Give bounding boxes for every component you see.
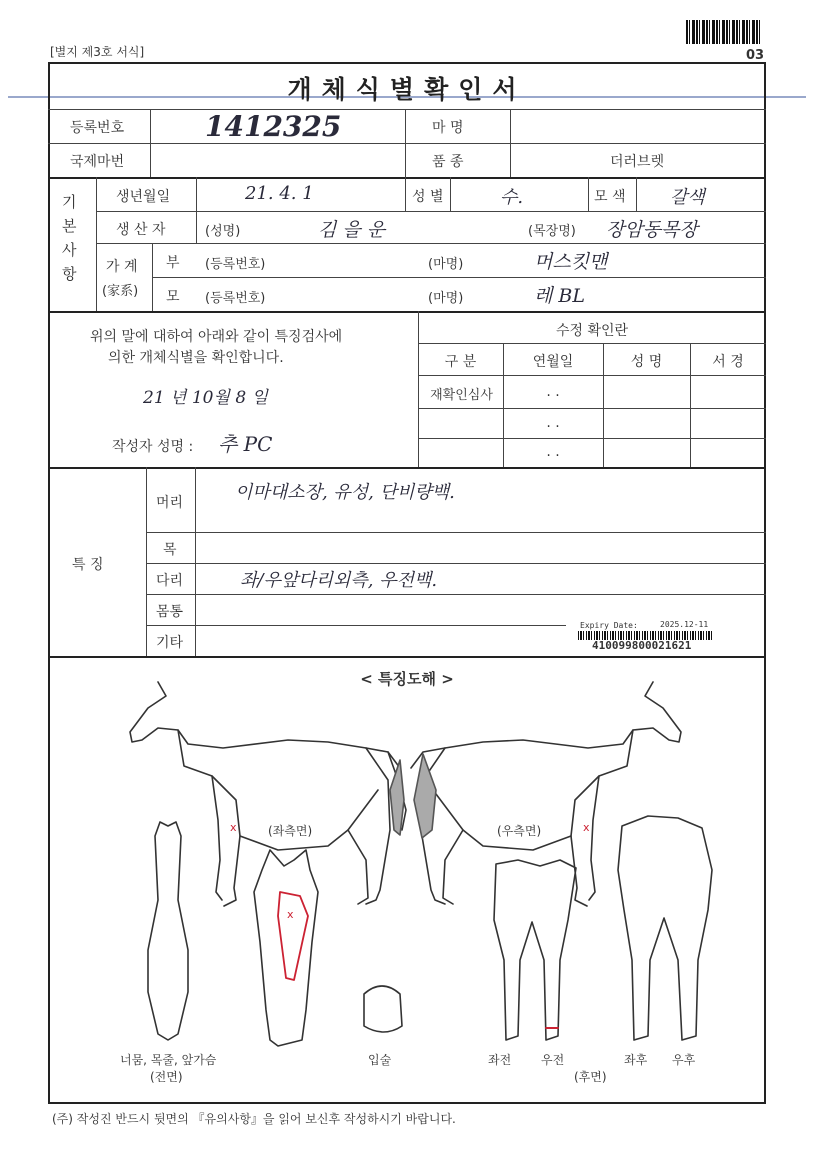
rule bbox=[96, 177, 97, 311]
rule bbox=[588, 177, 589, 211]
hind-right-caption: 우후 bbox=[672, 1053, 696, 1067]
revision-col-date: 연월일 bbox=[532, 354, 574, 370]
head-value: 이마대소장, 유성, 단비량백. bbox=[235, 482, 455, 503]
rule bbox=[48, 656, 766, 658]
revision-date-1: . . bbox=[546, 384, 560, 400]
confirm-date: 21 년 10월 8 일 bbox=[143, 388, 268, 408]
rule bbox=[418, 375, 766, 376]
confirm-statement-1: 위의 말에 대하여 아래와 같이 특징검사에 bbox=[90, 329, 343, 345]
left-side-caption: (좌측면) bbox=[268, 824, 313, 838]
neck-label: 목 bbox=[163, 542, 177, 558]
revision-date-3: . . bbox=[546, 444, 560, 460]
right-side-horse bbox=[411, 682, 681, 906]
svg-text:x: x bbox=[287, 908, 294, 921]
document-title: 개체식별확인서 bbox=[287, 75, 527, 104]
revision-date-2: . . bbox=[546, 415, 560, 431]
front-right-caption: 우전 bbox=[541, 1053, 565, 1067]
sire-label: 부 bbox=[166, 255, 180, 271]
breed-value: 더러브렛 bbox=[610, 154, 665, 170]
muzzle-caption: 입술 bbox=[368, 1053, 392, 1067]
expiry-label: Expiry Date: bbox=[580, 621, 638, 630]
right-side-caption: (우측면) bbox=[497, 824, 542, 838]
front-label: (전면) bbox=[150, 1070, 183, 1084]
rule bbox=[150, 109, 151, 177]
rule bbox=[146, 594, 766, 595]
author-value: 추 PC bbox=[218, 432, 273, 456]
breed-label: 품 종 bbox=[432, 154, 464, 170]
basic-section-label: 기본사항 bbox=[62, 193, 77, 283]
sex-value: 수. bbox=[500, 187, 524, 208]
sire-name-field: (마명) bbox=[428, 257, 464, 272]
neck-front-view bbox=[148, 822, 188, 1040]
producer-name-field: (성명) bbox=[205, 224, 241, 239]
muzzle-view bbox=[364, 986, 402, 1032]
rule bbox=[96, 211, 766, 212]
rule bbox=[405, 109, 406, 177]
rear-label: (후면) bbox=[574, 1070, 607, 1084]
front-caption: 너뭄, 목줄, 앞가슴 bbox=[120, 1053, 217, 1067]
revision-col-name: 성 명 bbox=[630, 354, 663, 370]
rear-view bbox=[618, 816, 712, 1040]
revision-title: 수정 확인란 bbox=[555, 323, 629, 339]
rule bbox=[48, 467, 766, 469]
producer-label: 생 산 자 bbox=[116, 222, 166, 238]
sex-label: 성 별 bbox=[412, 189, 444, 205]
rule bbox=[450, 177, 451, 211]
head-label: 머리 bbox=[156, 495, 184, 511]
rule bbox=[418, 438, 766, 439]
barcode-number: 410099800021621 bbox=[592, 639, 692, 652]
face-marking bbox=[278, 892, 308, 980]
revision-col-sign: 서 경 bbox=[712, 354, 744, 370]
leg-label: 다리 bbox=[156, 573, 184, 589]
dam-name-field: (마명) bbox=[428, 291, 464, 306]
face-front-view bbox=[254, 850, 318, 1046]
intl-no-label: 국제마번 bbox=[70, 154, 125, 170]
rule bbox=[418, 343, 766, 344]
producer-name: 김 을 운 bbox=[318, 219, 386, 241]
reg-no-label: 등록번호 bbox=[70, 120, 125, 136]
rule bbox=[96, 243, 766, 244]
rule bbox=[195, 467, 196, 656]
expiry-date: 2025.12-11 bbox=[660, 620, 709, 629]
features-section-label: 특 징 bbox=[72, 557, 104, 573]
rule bbox=[48, 109, 766, 110]
revision-row1-type: 재확인심사 bbox=[430, 388, 493, 403]
lineage-hanja: (家系) bbox=[102, 284, 139, 299]
form-label: [별지 제3호 서식] bbox=[50, 45, 145, 59]
svg-text:x: x bbox=[583, 821, 590, 834]
dam-label: 모 bbox=[166, 289, 180, 305]
header-barcode bbox=[686, 20, 762, 44]
rule bbox=[146, 532, 766, 533]
leg-value: 좌/우앞다리외측, 우전백. bbox=[240, 570, 438, 591]
hind-left-caption: 좌후 bbox=[624, 1053, 648, 1067]
rule bbox=[196, 177, 197, 243]
rule bbox=[48, 311, 766, 313]
other-label: 기타 bbox=[156, 635, 184, 651]
color-value: 갈색 bbox=[670, 187, 705, 208]
rule bbox=[152, 277, 766, 278]
dam-name: 레 BL bbox=[534, 285, 585, 307]
horse-name-label: 마 명 bbox=[432, 120, 464, 136]
dam-reg-field: (등록번호) bbox=[205, 291, 266, 306]
rule bbox=[146, 625, 566, 626]
sire-reg-field: (등록번호) bbox=[205, 257, 266, 272]
birth-label: 생년월일 bbox=[116, 189, 171, 205]
left-side-horse bbox=[130, 682, 406, 906]
rule bbox=[48, 143, 766, 144]
footer-note: (주) 작성진 반드시 뒷면의 『유의사항』을 읽어 보신후 작성하시기 바랍니다. bbox=[52, 1112, 456, 1126]
svg-text:x: x bbox=[230, 821, 237, 834]
rule bbox=[48, 177, 766, 179]
revision-col-type: 구 분 bbox=[444, 354, 477, 370]
farm-name: 장암동목장 bbox=[606, 219, 698, 241]
page-number: 03 bbox=[746, 48, 765, 63]
sire-name: 머스킷맨 bbox=[534, 251, 608, 273]
body-label: 몸통 bbox=[156, 604, 184, 620]
reg-no-value: 1412325 bbox=[205, 110, 342, 143]
diagram-title: < 특징도해 > bbox=[360, 670, 454, 688]
farm-field: (목장명) bbox=[528, 224, 576, 239]
rule bbox=[146, 563, 766, 564]
birth-value: 21. 4. 1 bbox=[245, 183, 314, 204]
left-tail bbox=[390, 760, 404, 835]
confirm-statement-2: 의한 개체식별을 확인합니다. bbox=[108, 350, 284, 366]
lineage-label: 가 계 bbox=[106, 259, 138, 275]
color-label: 모 색 bbox=[594, 189, 626, 205]
rule bbox=[510, 109, 511, 177]
rule bbox=[636, 177, 637, 211]
rule bbox=[146, 467, 147, 656]
front-legs-view bbox=[494, 860, 576, 1040]
rule bbox=[405, 177, 406, 211]
author-label: 작성자 성명 : bbox=[112, 439, 194, 455]
rule bbox=[418, 408, 766, 409]
horse-diagram bbox=[48, 660, 766, 1104]
front-left-caption: 좌전 bbox=[488, 1053, 512, 1067]
